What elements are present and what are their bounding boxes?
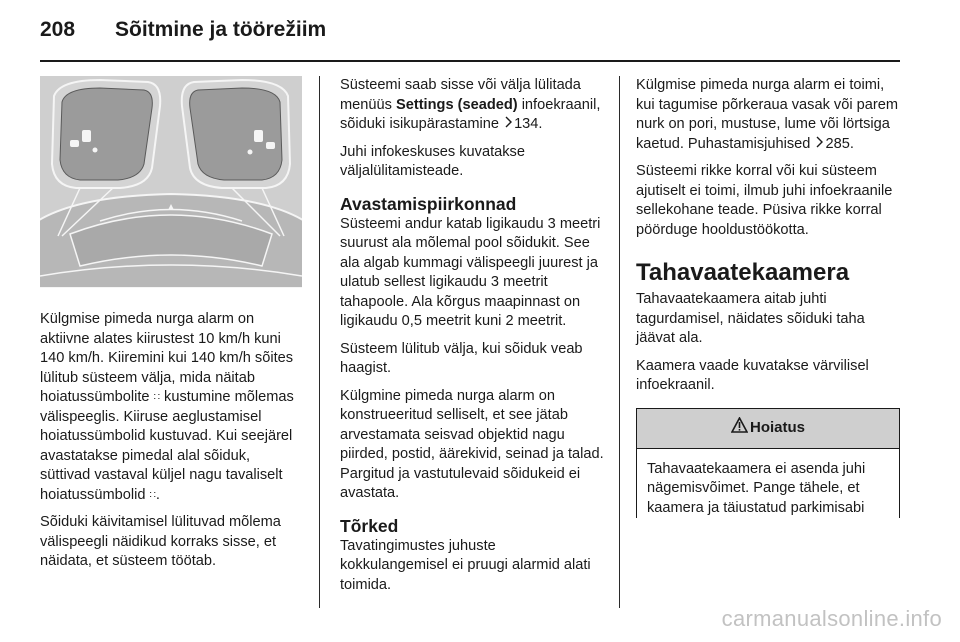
column-left [40,76,302,580]
paragraph: Süsteem lülitub välja, kui sõiduk veab haagist. [340,340,583,376]
section-title: Tahavaatekaamera [636,259,850,286]
page-reference-link[interactable]: 285. [825,135,854,152]
warning-title: Hoiatus [749,419,805,437]
page-reference-icon [816,136,823,148]
paragraph: Külgmise pimeda nurga alarm on aktiivne alates kiirustest 10 km/h kuni 140 km/h. Kiiremini kui 140 km/h sõites lülitub süsteem välja, mida näitab hoiatussümbolite ∷ kustumine mõlemas välispeeglis. Kiiruse aeglustamisel hoiatussümbolid kustuvad. Kui seejärel avastatakse pimedal alal sõiduk, süttivad vastaval küljel nagu tavaliselt hoiatussümbolid ∷. [40,311,294,503]
warning-body: Tahavaatekaamera ei asenda juhi nägemisvõimet. Pange tähele, et kaamera ja täiustatud parkimisabi [647,460,866,516]
paragraph: Tavatingimustes juhuste kokkulangemisel ei pruugi alarmid alati toimida. [340,537,591,593]
watermark: carmanualsonline.info [721,606,942,631]
warning-triangle-icon [731,417,748,439]
blind-spot-icon: ∷ [153,392,160,403]
warning-header [637,409,899,449]
section-heading: Avastamispiirkonnad [340,193,517,214]
section-heading: Tõrked [340,515,399,536]
paragraph: Külgmine pimeda nurga alarm on konstrueeritud selliselt, et see jätab arvestamata seisvad objektid nagu piirded, postid, äärekivid, seinad ja talad. Pargitud ja vastutulevaid sõidukeid ei avastata. [340,387,604,501]
column-middle [340,76,606,603]
paragraph: Tahavaatekaamera aitab juhti tagurdamisel, näidates sõiduki taha jäävat ala. [636,291,865,346]
paragraph: Süsteemi andur katab ligikaudu 3 meetri suurust ala mõlemal pool sõidukit. See ala algab kummagi välispeegli juurest ja ulatub sellest ligikaudu 3 meetrit tahapoole. Ala kõrgus maapinnast on ligikaudu 0,5 meetrit kuni 2 meetrit. [340,215,601,329]
page-header [40,14,920,54]
menu-item-name: Settings (seaded) [395,96,518,113]
paragraph: Sõiduki käivitamisel lülituvad mõlema välispeegli näidikud korraks sisse, et näidata, et süsteem töötab. [40,514,281,569]
header-rule [40,60,900,62]
paragraph: Juhi infokeskuses kuvatakse väljalülitamisteade. [340,143,525,179]
page-reference-icon [505,116,512,128]
mirror-illustration [40,76,302,288]
warning-box [636,408,900,519]
paragraph: Süsteemi rikke korral või kui süsteem ajutiselt ei toimi, ilmub juhi infoekraanile sellekohane teade. Püsiva rikke korral pöörduge hooldustöökotta. [636,163,893,238]
column-divider [319,76,320,608]
column-right [636,76,902,518]
chapter-title: Sõitmine ja töörežiim [115,18,327,41]
page-reference-link[interactable]: 134. [514,116,543,132]
blind-spot-icon: ∷ [149,489,156,501]
paragraph: Kaamera vaade kuvatakse värvilisel infoekraanil. [636,357,869,393]
paragraph: Süsteemi saab sisse või välja lülitada menüüs Settings (seaded) infoekraanil, sõiduki isikupärastamine 134. [340,77,601,132]
column-divider [619,76,620,608]
paragraph: Külgmise pimeda nurga alarm ei toimi, kui tagumise põrkeraua vasak või parem nurk on pori, mustuse, lume või lörtsiga kaetud. Puhastamisjuhised 285. [636,77,899,152]
page-number: 208 [40,18,76,41]
